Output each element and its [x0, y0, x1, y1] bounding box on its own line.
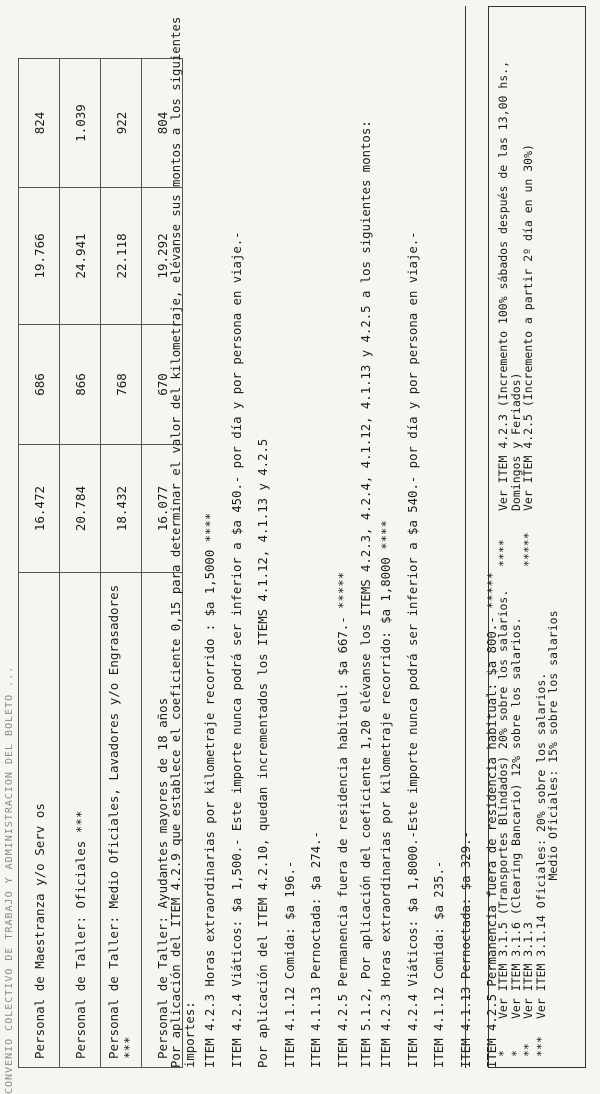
footnote	[497, 15, 522, 567]
value-cell: 804	[142, 59, 183, 188]
text-line: Por aplicación del ITEM 4.2.10, quedan incrementados los ITEMS 4.1.12, 4.1.13 y 4.2.5	[256, 438, 271, 1068]
footnote-mark: *****	[521, 532, 535, 567]
text-line: ITEM 4.1.12 Comida: $a 196.-	[282, 860, 297, 1068]
value-cell: 866	[60, 324, 101, 444]
text-line: ITEM 4.2.5 Permanencia fuera de residencia habitual: $a 667.- *****	[335, 571, 350, 1068]
wage-table	[18, 58, 183, 1068]
text-line: ITEM 4.2.4 Viáticos: $a 1,8000.-Este importe nunca podrá ser inferior a $a 540.- por día y por persona en viaje.-	[405, 231, 420, 1068]
table-row	[60, 59, 101, 1068]
text-line: ITEM 4.1.13 Pernoctada: $a 329.-	[458, 831, 473, 1068]
footnote-text: Medio Oficiales: 15% sobre los salarios	[546, 610, 560, 1019]
paragraph: ITEM 5.1.2, Por aplicación del coeficiente 1,20 elévanse los ITEMS 4.2.3, 4.2.4, 4.1.12, 4.1.13 y 4.2.5 a los siguientes montos:	[358, 120, 373, 1068]
text-line: ITEM 4.1.13 Pernoctada: $a 274.-	[309, 831, 324, 1068]
value-cell: 18.432	[101, 445, 142, 573]
text-line: ITEM 4.2.3 Horas extraordinarias por kilometraje recorrido: $a 1,8000 ****	[379, 520, 394, 1068]
footnotes-left	[497, 590, 560, 1057]
footnote-text: Ver ITEM 3.1.14 Oficiales: 20% sobre los salarios.	[533, 672, 548, 1019]
value-cell: 24.941	[60, 187, 101, 324]
text-line: ITEM 4.2.5 Permanencia fuera de residencia habitual: $a 800.- *****	[485, 571, 500, 1068]
value-cell: 824	[19, 59, 60, 188]
value-cell: 20.784	[60, 445, 101, 573]
footnote	[547, 590, 560, 1057]
value-cell: 922	[101, 59, 142, 188]
table-row	[101, 59, 142, 1068]
footnote-text: Ver ITEM 4.2.3 (Incremento 100% sábados después de las 13,00 hs., Domingos y Feriados)	[496, 60, 523, 511]
footnote-mark: *	[508, 1050, 523, 1057]
footnotes-box	[488, 6, 586, 1068]
value-cell: 22.118	[101, 187, 142, 324]
category-cell: Personal de Taller: Medio Oficiales, Lavadores y/o Engrasadores ***	[101, 573, 142, 1068]
paragraph: Por aplicación del ITEM 4.2.9 que establece el coeficiente 0,15 para determinar el valor del kilometraje, elévanse sus montos a los siguientes importes:	[169, 16, 197, 1068]
footnote	[522, 15, 535, 567]
footnote-text: Ver ITEM 3.1.6 (Clearing Bancario) 12% sobre los salarios.	[508, 617, 523, 1019]
footnote-mark: ***	[533, 1036, 548, 1057]
footnotes-right	[497, 15, 535, 567]
text-line: ITEM 4.1.12 Comida: $a 235.-	[432, 860, 447, 1068]
text-line: ITEM 4.2.4 Viáticos: $a 1,500.- Este importe nunca podrá ser inferior a $a 450.- por día y por persona en viaje.-	[229, 231, 244, 1068]
value-cell: 1.039	[60, 59, 101, 188]
value-cell: 670	[142, 324, 183, 444]
body-text	[167, 8, 506, 1068]
category-cell: Personal de Maestranza y/o Serv os	[19, 573, 60, 1068]
value-cell: 16.077	[142, 445, 183, 573]
separator-line	[465, 6, 466, 1068]
page-header: CONVENIO COLECTIVO DE TRABAJO Y ADMINISTRACION DEL BOLETO ...	[4, 665, 15, 1094]
footnote-mark: **	[521, 1043, 535, 1057]
footnote-text: Ver ITEM 3.1.3	[521, 922, 535, 1019]
text-line: ITEM 4.2.3 Horas extraordinarias por kilometraje recorrido : $a 1,5000 ****	[203, 512, 217, 1068]
footnote-mark: ****	[496, 539, 510, 567]
table-row	[19, 59, 60, 1068]
category-cell: Personal de Taller: Oficiales ***	[60, 573, 101, 1068]
footnote-mark: *	[496, 1050, 510, 1057]
value-cell: 19.766	[19, 187, 60, 324]
footnote-text: Ver ITEM 3.1.5 (Transportes Blindados) 20% sobre los salarios.	[496, 589, 510, 1019]
value-cell: 768	[101, 324, 142, 444]
value-cell: 16.472	[19, 445, 60, 573]
footnote-text: Ver ITEM 4.2.5 (Incremento a partir 2º día en un 30%)	[521, 144, 535, 511]
value-cell: 19.292	[142, 187, 183, 324]
category-cell: Personal de Taller: Ayudantes mayores de 18 años	[142, 573, 183, 1068]
value-cell: 686	[19, 324, 60, 444]
